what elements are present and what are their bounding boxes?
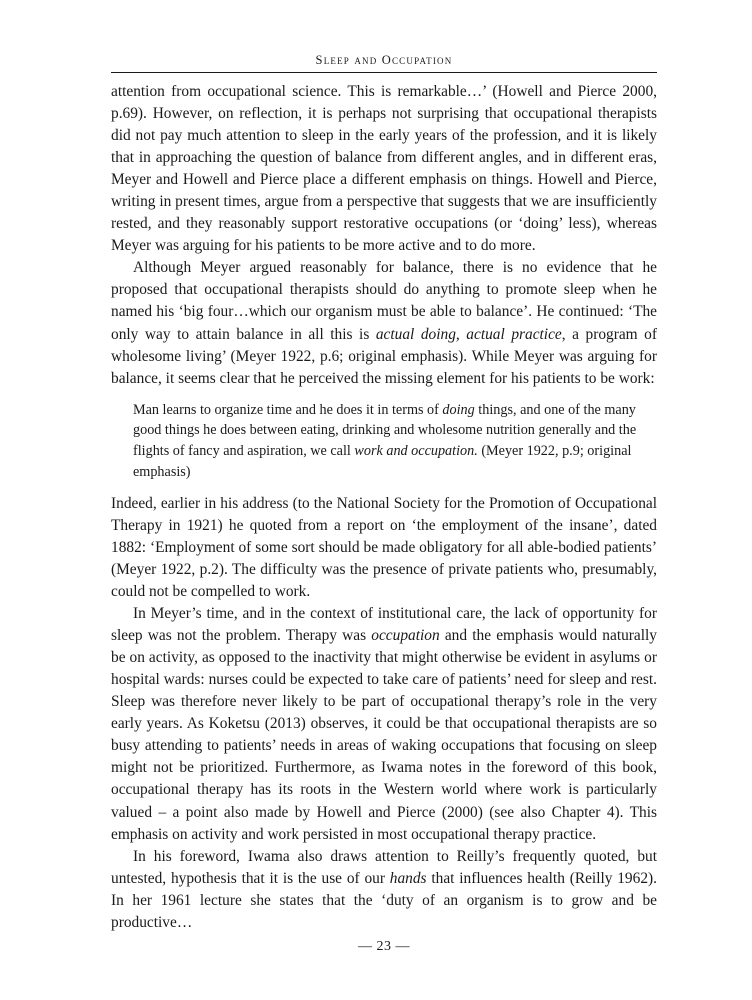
block-quote bbox=[133, 400, 657, 483]
paragraph bbox=[111, 603, 657, 846]
page-number: — 23 — bbox=[358, 939, 410, 954]
emphasis-text: actual doing, actual practice bbox=[375, 325, 562, 343]
running-header: Sleep and Occupation bbox=[315, 53, 453, 67]
paragraph bbox=[111, 257, 657, 389]
text-run: attention from occupational science. This is remarkable…’ (Howell and Pierce 2000, p.69). However, on reflection, it is perhaps not surprising that occupational therapists did not pay much attention to sleep in the early years of the profession, and it is likely that in approaching the question of balance from different angles, and in different eras, Meyer and Howell and Pierce place a different emphasis on things. Howell and Pierce, writing in present times, argue from a perspective that suggests that we are insufficiently rested, and they reasonably support restorative occupations (or ‘doing’ less), whereas Meyer was arguing for his patients to be more active and to do more. bbox=[111, 83, 657, 255]
emphasis-text: hands bbox=[389, 869, 427, 887]
body-text bbox=[111, 81, 657, 934]
header-rule bbox=[111, 72, 657, 73]
emphasis-text: work and occupation. bbox=[354, 443, 478, 460]
text-run: In his foreword, Iwama also draws attention to Reilly’s frequently quoted, but untested, hypothesis that it is the use of our bbox=[111, 847, 657, 887]
paragraph bbox=[111, 493, 657, 603]
text-run: In Meyer’s time, and in the context of institutional care, the lack of opportunity for sleep was not the problem. Therapy was bbox=[111, 605, 657, 645]
paragraphs-before-quote bbox=[111, 81, 657, 390]
paragraph bbox=[111, 846, 657, 934]
paragraphs-after-quote bbox=[111, 493, 657, 934]
text-run: (Meyer 1922, p.9; original emphasis) bbox=[133, 443, 632, 481]
text-run: and the emphasis would naturally be on activity, as opposed to the inactivity that might otherwise be evident in asylums or hospital wards: nurses could be expected to take care of patients’ need for sleep and rest. Sleep was therefore never likely to be part of occupational therapy’s role in the very early years. As Koketsu (2013) observes, it could be that occupational therapists are so busy attending to patients’ needs in areas of waking occupations that focusing on sleep might not be prioritized. Furthermore, as Iwama notes in the foreword of this book, occupational therapy has its roots in the Western world where work is particularly valued – a point also made by Howell and Pierce (2000) (see also Chapter 4). This emphasis on activity and work persisted in most occupational therapy practice. bbox=[111, 627, 657, 843]
text-run: that influences health (Reilly 1962). In her 1961 lecture she states that the ‘duty of an organism is to grow and be productive… bbox=[111, 869, 657, 931]
paragraph bbox=[111, 81, 657, 257]
text-run: things, and one of the many good things he does between eating, drinking and wholesome nutrition generally and the flights of fancy and aspiration, we call bbox=[133, 401, 637, 460]
text-run: Man learns to organize time and he does it in terms of bbox=[133, 401, 443, 418]
emphasis-text: doing bbox=[442, 401, 475, 418]
text-run: , a program of wholesome living’ (Meyer 1922, p.6; original emphasis). While Meyer was arguing for balance, it seems clear that he perceived the missing element for his patients to be work: bbox=[111, 325, 658, 387]
text-run: Indeed, earlier in his address (to the National Society for the Promotion of Occupational Therapy in 1921) he quoted from a report on ‘the employment of the insane’, dated 1882: ‘Employment of some sort should be made obligatory for all able-bodied patients’ (Meyer 1922, p.2). The difficulty was the presence of private patients who, presumably, could not be compelled to work. bbox=[111, 494, 657, 601]
emphasis-text: occupation bbox=[371, 627, 440, 645]
text-run: Although Meyer argued reasonably for balance, there is no evidence that he proposed that occupational therapists should do anything to promote sleep when he named his ‘big four…which our organism must be able to balance’. He continued: ‘The only way to attain balance in all this is bbox=[111, 259, 657, 343]
